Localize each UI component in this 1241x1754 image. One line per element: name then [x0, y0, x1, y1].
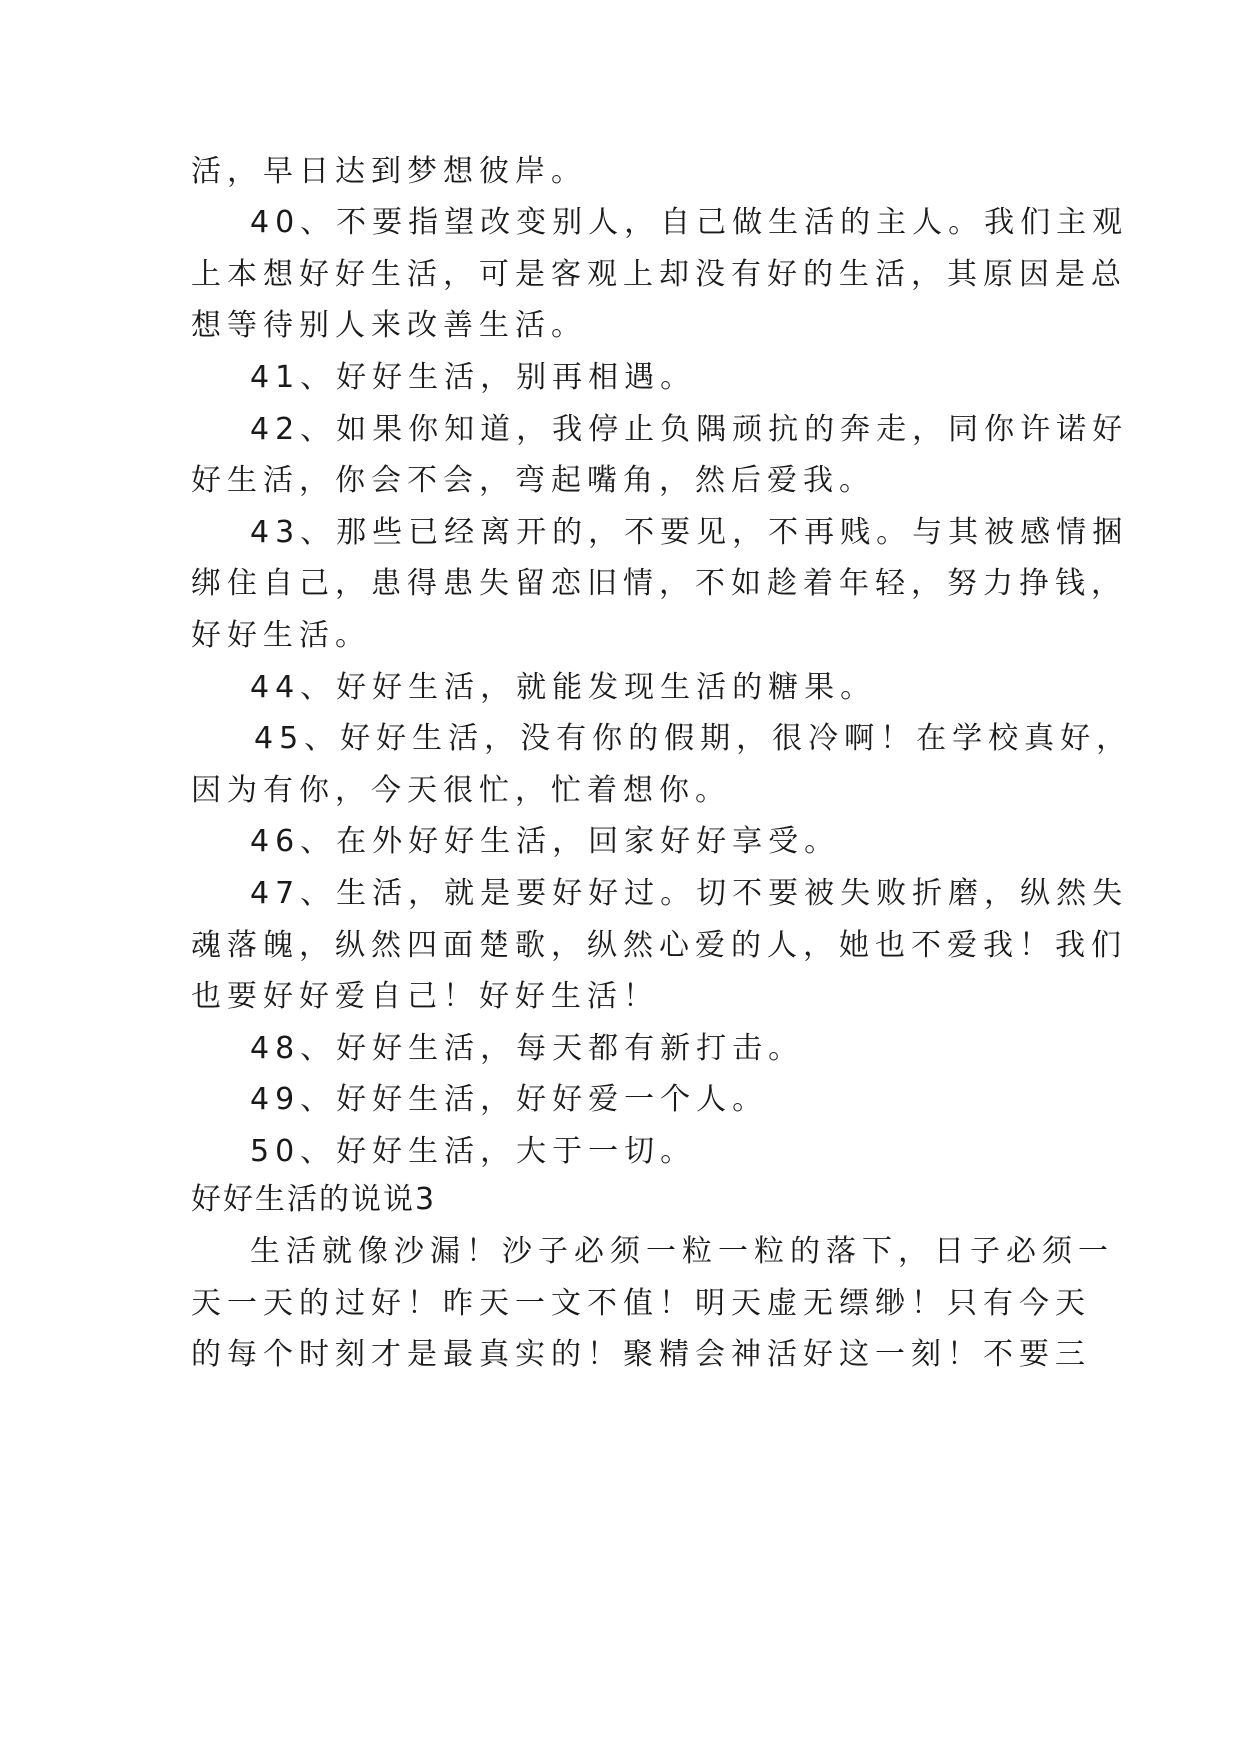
text-line: 生活就像沙漏！沙子必须一粒一粒的落下，日子必须一	[250, 1234, 1114, 1269]
text-line: 活，早日达到梦想彼岸。	[191, 154, 587, 189]
text-line: 因为有你，今天很忙，忙着想你。	[191, 773, 731, 808]
text-line: 44、好好生活，就能发现生活的糖果。	[250, 670, 877, 705]
text-line: 49、好好生活，好好爱一个人。	[250, 1082, 769, 1117]
text-line: 48、好好生活，每天都有新打击。	[250, 1031, 805, 1066]
text-line: 45、好好生活，没有你的假期，很冷啊！在学校真好，	[254, 721, 1133, 756]
text-line: 好生活，你会不会，弯起嘴角，然后爱我。	[191, 463, 875, 498]
text-line: 也要好好爱自己！好好生活！	[191, 979, 659, 1014]
text-line: 43、那些已经离开的，不要见，不再贱。与其被感情捆	[250, 515, 1129, 550]
text-line: 天一天的过好！昨天一文不值！明天虚无缥缈！只有今天	[191, 1286, 1091, 1321]
text-line: 47、生活，就是要好好过。切不要被失败折磨，纵然失	[250, 876, 1129, 911]
text-line: 40、不要指望改变别人，自己做生活的主人。我们主观	[250, 205, 1129, 240]
text-line: 好好生活。	[191, 618, 371, 653]
section-heading: 好好生活的说说3	[191, 1182, 437, 1217]
text-line: 41、好好生活，别再相遇。	[250, 360, 697, 395]
text-line: 想等待别人来改善生活。	[191, 308, 587, 343]
text-line: 42、如果你知道，我停止负隅顽抗的奔走，同你许诺好	[250, 412, 1129, 447]
text-line: 上本想好好生活，可是客观上却没有好的生活，其原因是总	[191, 257, 1127, 292]
text-line: 46、在外好好生活，回家好好享受。	[250, 824, 841, 859]
text-line: 魂落魄，纵然四面楚歌，纵然心爱的人，她也不爱我！我们	[191, 928, 1127, 963]
text-line: 绑住自己，患得患失留恋旧情，不如趁着年轻，努力挣钱，	[191, 566, 1127, 601]
text-line: 50、好好生活，大于一切。	[250, 1134, 697, 1169]
text-line: 的每个时刻才是最真实的！聚精会神活好这一刻！不要三	[191, 1337, 1091, 1372]
